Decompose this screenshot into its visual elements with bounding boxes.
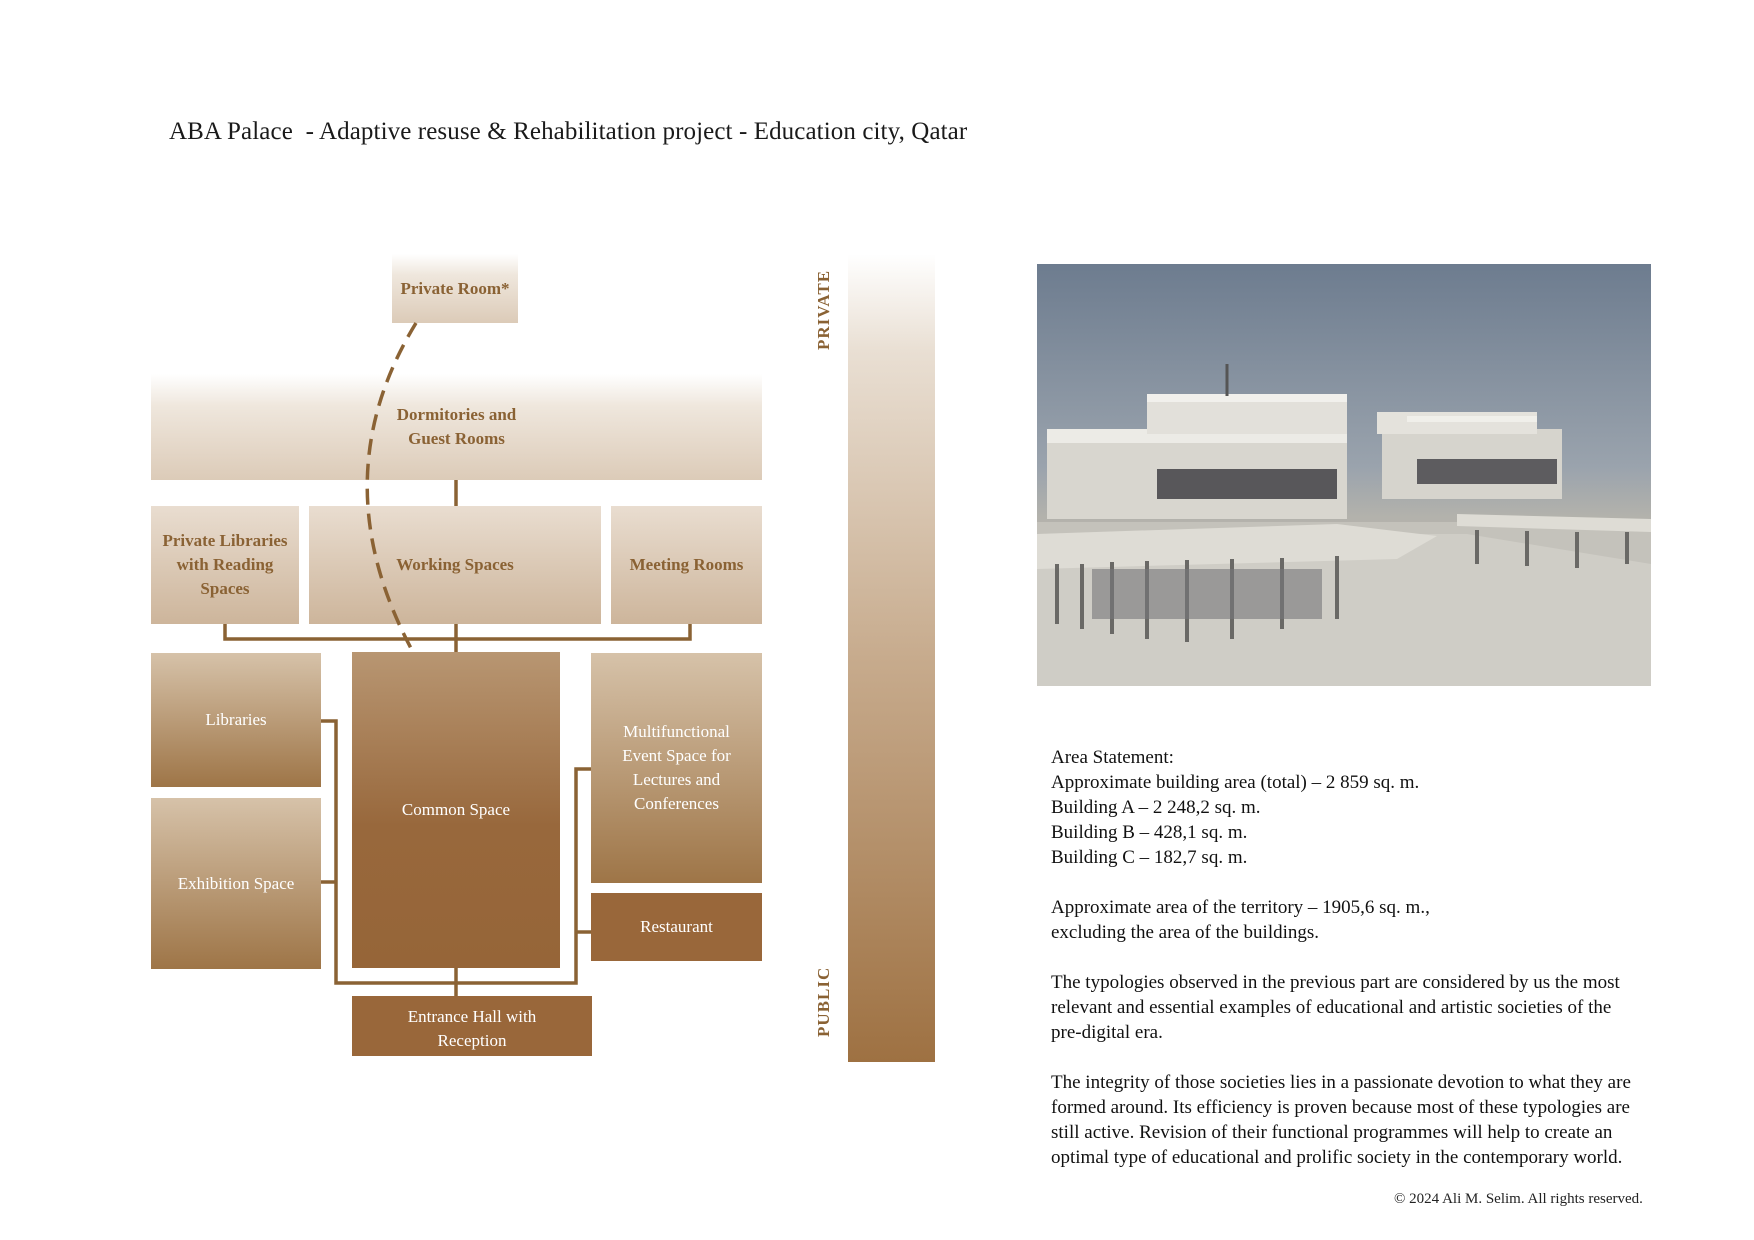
connector-libraries: [321, 721, 456, 983]
copyright-footer: © 2024 Ali M. Selim. All rights reserved.: [1394, 1191, 1643, 1207]
integrity-line: still active. Revision of their functional programmes will help to create an: [1051, 1122, 1613, 1143]
box-libraries: Libraries: [151, 653, 321, 787]
area-line: Building B – 428,1 sq. m.: [1051, 822, 1248, 843]
box-common-space: Common Space: [352, 652, 560, 968]
integrity-line: optimal type of educational and prolific society in the contemporary world.: [1051, 1147, 1623, 1168]
privacy-gradient-bar: [848, 254, 935, 1062]
box-multifunctional-event-space: Multifunctional Event Space for Lectures and Conferences: [591, 653, 762, 883]
box-working-spaces: Working Spaces: [309, 506, 601, 624]
page-title: ABA Palace - Adaptive resuse & Rehabilitation project - Education city, Qatar: [169, 118, 968, 145]
box-restaurant: Restaurant: [591, 893, 762, 961]
historic-building-photo: [1037, 264, 1651, 686]
area-line: Building C – 182,7 sq. m.: [1051, 847, 1248, 868]
territory-line: excluding the area of the buildings.: [1051, 922, 1320, 943]
area-line: Approximate building area (total) – 2 859 sq. m.: [1051, 772, 1420, 793]
area-line: Building A – 2 248,2 sq. m.: [1051, 797, 1261, 818]
box-private-libraries: Private Libraries with Reading Spaces: [151, 506, 299, 624]
integrity-line: The integrity of those societies lies in a passionate devotion to what they are: [1051, 1072, 1631, 1093]
integrity-line: formed around. Its efficiency is proven because most of these typologies are: [1051, 1097, 1630, 1118]
typology-line: pre-digital era.: [1051, 1022, 1163, 1043]
box-meeting-rooms: Meeting Rooms: [611, 506, 762, 624]
territory-line: Approximate area of the territory – 1905,6 sq. m.,: [1051, 897, 1430, 918]
area-statement-text: [1051, 720, 1691, 1195]
building-illustration: [1037, 264, 1651, 686]
typology-line: relevant and essential examples of educational and artistic societies of the: [1051, 997, 1612, 1018]
connector-event: [456, 769, 591, 983]
box-entrance-hall: Entrance Hall with Reception: [352, 996, 592, 1056]
private-label: PRIVATE: [814, 269, 833, 350]
box-exhibition-space: Exhibition Space: [151, 798, 321, 969]
box-dormitories: Dormitories and Guest Rooms: [151, 374, 762, 480]
area-line: Area Statement:: [1051, 747, 1174, 768]
box-private-room: Private Room*: [392, 254, 518, 323]
typology-line: The typologies observed in the previous part are considered by us the most: [1051, 972, 1620, 993]
public-label: PUBLIC: [814, 966, 833, 1037]
private-room-dashed-link: [367, 323, 416, 652]
